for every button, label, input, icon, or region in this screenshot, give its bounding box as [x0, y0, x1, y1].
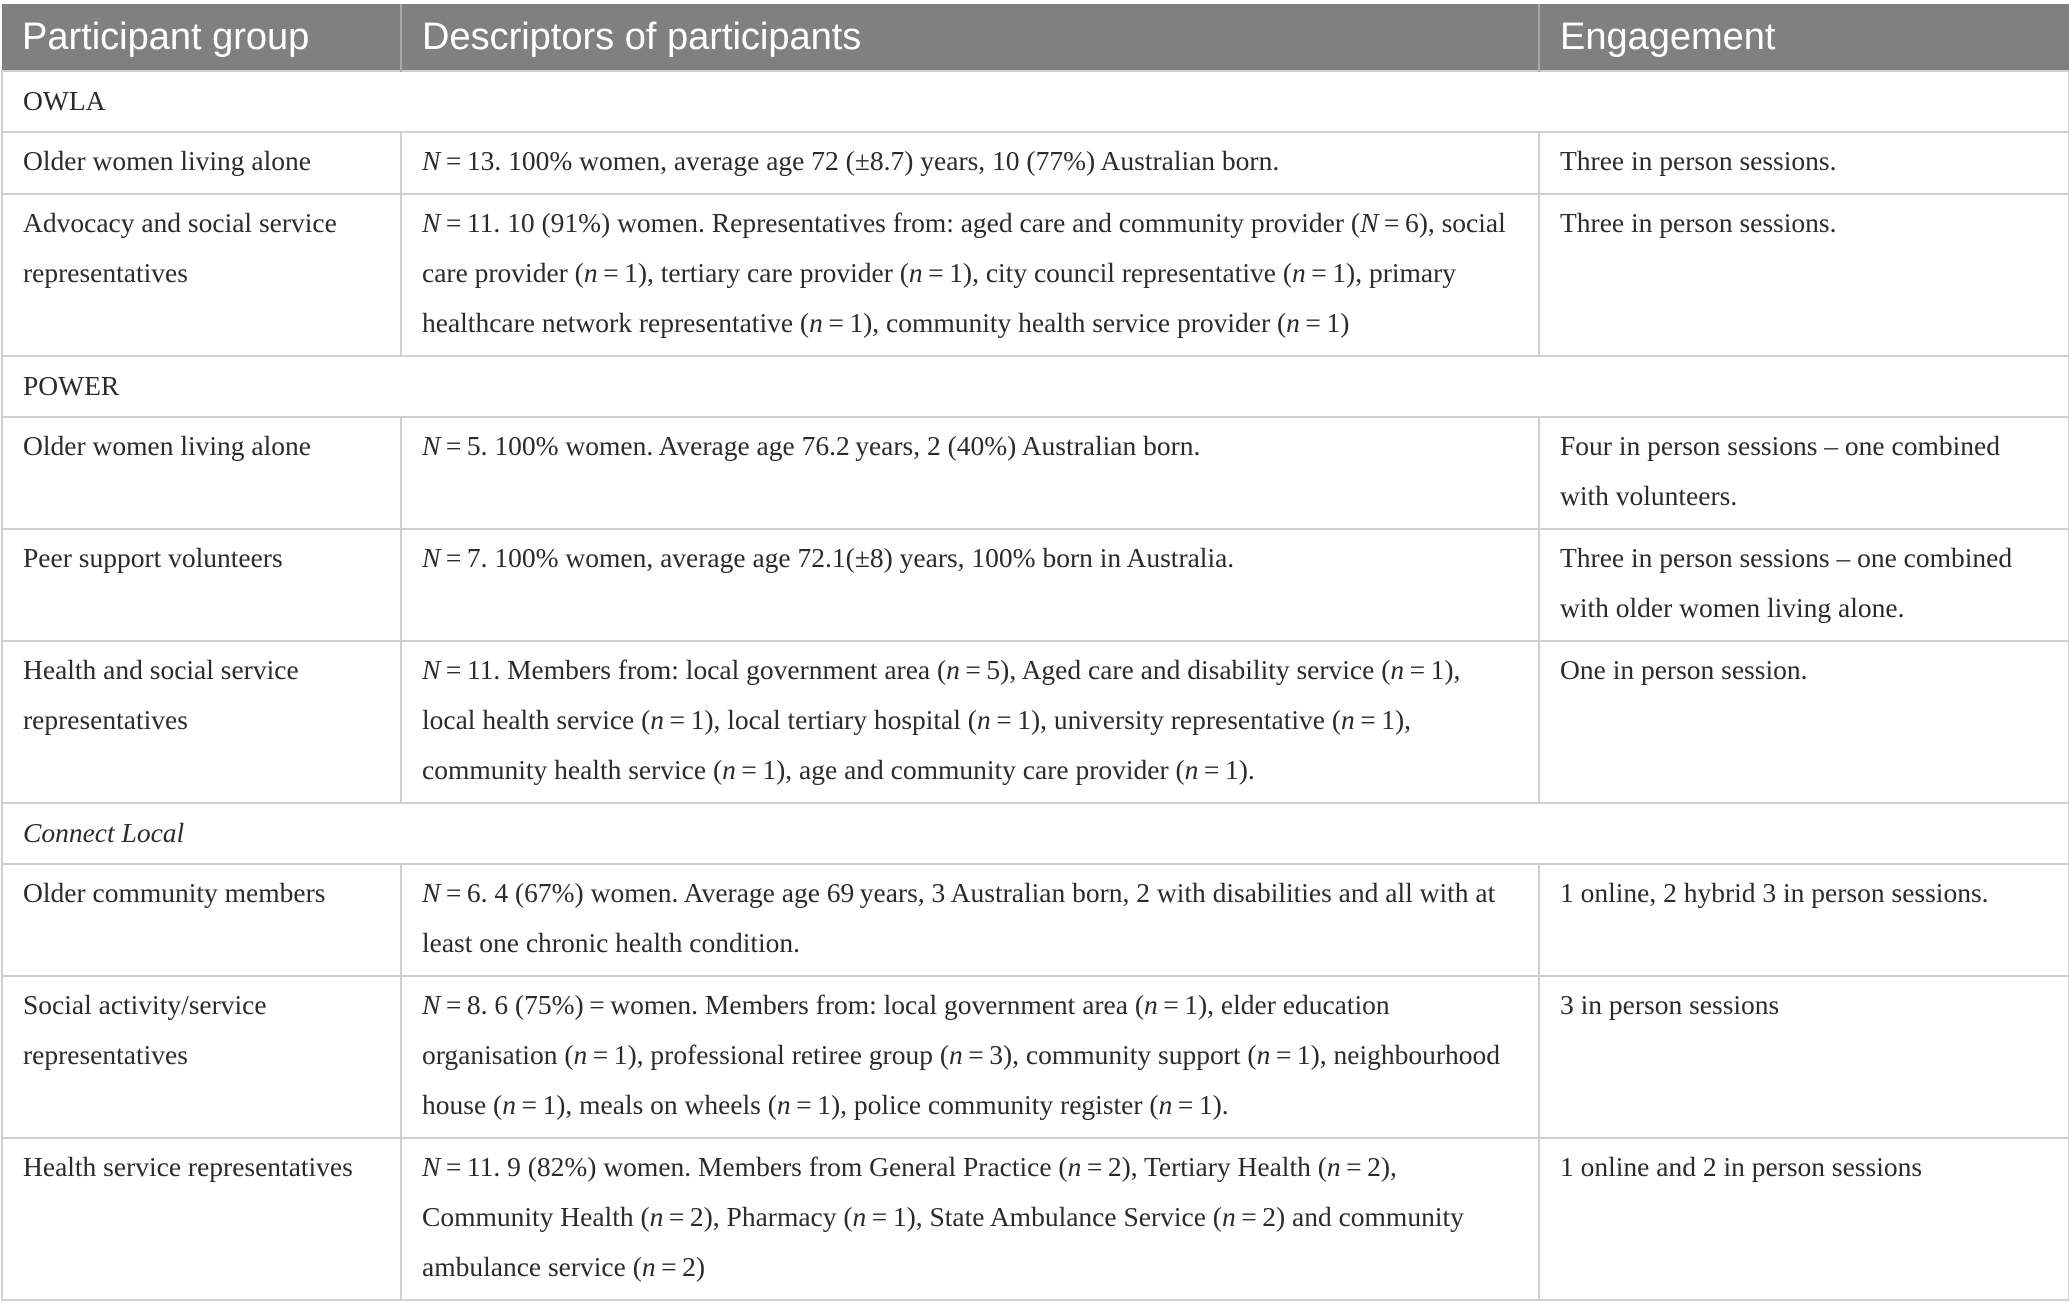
participant-group-cell: Older community members: [2, 864, 401, 976]
table-row: [2, 976, 2069, 1138]
descriptor-cell: N = 11. Members from: local government area (n = 5), Aged care and disability service (n = 1), local health service (n = 1), local tertiary hospital (n = 1), university representative (n = 1), community health service (n = 1), age and community care provider (n = 1).: [401, 641, 1539, 803]
descriptor-cell: N = 11. 10 (91%) women. Representatives from: aged care and community provider (N = 6), social care provider (n = 1), tertiary care provider (n = 1), city council representative (n = 1), primary healthcare network representative (n = 1), community health service provider (n = 1): [401, 194, 1539, 356]
table-row: [2, 194, 2069, 356]
group-label: Connect Local: [2, 803, 2069, 864]
engagement-cell: Four in person sessions – one combined with volunteers.: [1539, 417, 2069, 529]
group-row: [2, 356, 2069, 417]
engagement-cell: Three in person sessions – one combined with older women living alone.: [1539, 529, 2069, 641]
engagement-cell: 1 online, 2 hybrid 3 in person sessions.: [1539, 864, 2069, 976]
group-label: POWER: [2, 356, 2069, 417]
engagement-cell: 1 online and 2 in person sessions: [1539, 1138, 2069, 1300]
table-row: [2, 417, 2069, 529]
engagement-cell: 3 in person sessions: [1539, 976, 2069, 1138]
table-row: [2, 641, 2069, 803]
table-row: [2, 864, 2069, 976]
participant-group-cell: Health and social service representatives: [2, 641, 401, 803]
engagement-cell: Three in person sessions.: [1539, 194, 2069, 356]
participant-group-cell: Peer support volunteers: [2, 529, 401, 641]
participant-group-cell: Older women living alone: [2, 417, 401, 529]
header-descriptors: Descriptors of participants: [401, 4, 1539, 71]
descriptor-cell: N = 11. 9 (82%) women. Members from General Practice (n = 2), Tertiary Health (n = 2), Community Health (n = 2), Pharmacy (n = 1), State Ambulance Service (n = 2) and community ambulance service (n = 2): [401, 1138, 1539, 1300]
table-body: [2, 71, 2069, 1300]
participant-group-cell: Advocacy and social service representatives: [2, 194, 401, 356]
header-engagement: Engagement: [1539, 4, 2069, 71]
descriptor-cell: N = 13. 100% women, average age 72 (±8.7) years, 10 (77%) Australian born.: [401, 132, 1539, 194]
descriptor-cell: N = 7. 100% women, average age 72.1(±8) years, 100% born in Australia.: [401, 529, 1539, 641]
header-participant-group: Participant group: [2, 4, 401, 71]
group-row: [2, 71, 2069, 132]
participants-table: [1, 4, 2069, 1301]
descriptor-cell: N = 5. 100% women. Average age 76.2 years, 2 (40%) Australian born.: [401, 417, 1539, 529]
group-row: [2, 803, 2069, 864]
table-row: [2, 132, 2069, 194]
participant-group-cell: Health service representatives: [2, 1138, 401, 1300]
table-row: [2, 529, 2069, 641]
header-row: [2, 4, 2069, 71]
descriptor-cell: N = 8. 6 (75%) = women. Members from: local government area (n = 1), elder education organisation (n = 1), professional retiree group (n = 3), community support (n = 1), neighbourhood house (n = 1), meals on wheels (n = 1), police community register (n = 1).: [401, 976, 1539, 1138]
participant-group-cell: Social activity/service representatives: [2, 976, 401, 1138]
participant-group-cell: Older women living alone: [2, 132, 401, 194]
engagement-cell: Three in person sessions.: [1539, 132, 2069, 194]
engagement-cell: One in person session.: [1539, 641, 2069, 803]
group-label: OWLA: [2, 71, 2069, 132]
descriptor-cell: N = 6. 4 (67%) women. Average age 69 years, 3 Australian born, 2 with disabilities and all with at least one chronic health condition.: [401, 864, 1539, 976]
table-row: [2, 1138, 2069, 1300]
